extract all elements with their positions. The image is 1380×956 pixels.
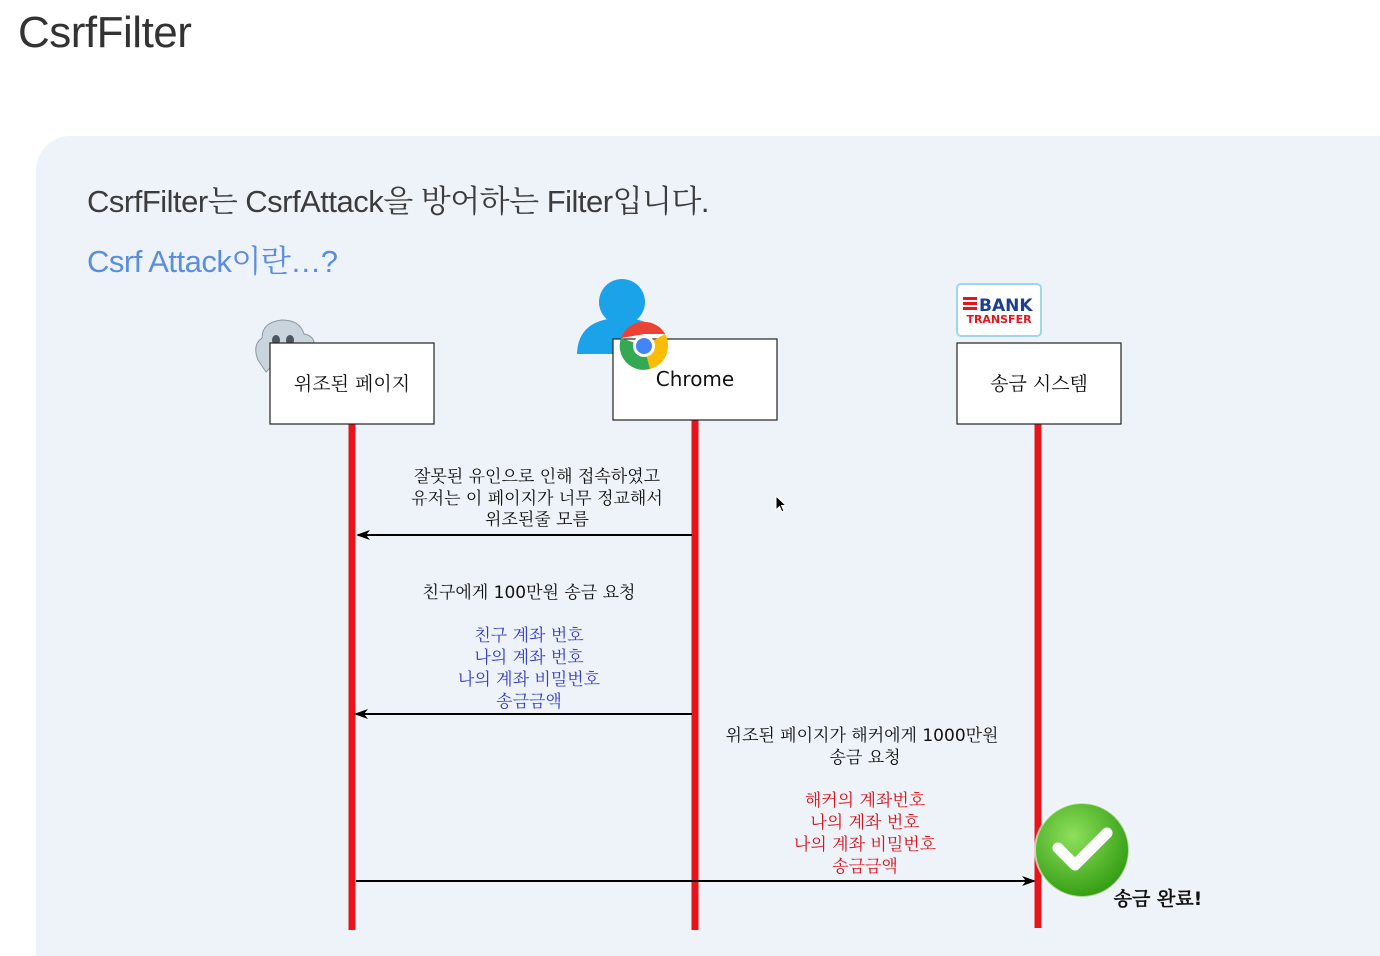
result-label: 송금 완료! (1113, 888, 1203, 910)
bank-logo-line1: BANK (979, 296, 1033, 316)
msg2-detail-4: 송금금액 (496, 692, 562, 712)
participant-fake-page-label: 위조된 페이지 (293, 373, 411, 395)
msg3-title-2: 송금 요청 (829, 748, 901, 768)
intro-text: CsrfFilter는 CsrfAttack을 방어하는 Filter입니다. (87, 184, 710, 219)
mouse-cursor-icon (775, 495, 789, 515)
participant-chrome-label: Chrome (655, 367, 735, 391)
bank-logo-line2: TRANSFER (966, 313, 1032, 326)
bank-transfer-logo (957, 284, 1041, 336)
msg2-title: 친구에게 100만원 송금 요청 (422, 583, 636, 603)
msg3-title-1: 위조된 페이지가 해커에게 1000만원 (725, 726, 999, 746)
chrome-icon-overlay (620, 322, 668, 370)
msg3-detail-4: 송금금액 (832, 857, 898, 877)
msg2-detail-2: 나의 계좌 번호 (474, 648, 584, 668)
participant-bank-label: 송금 시스템 (990, 373, 1088, 395)
msg2-detail-1: 친구 계좌 번호 (474, 626, 584, 646)
msg1-line3: 위조된줄 모름 (485, 510, 589, 530)
check-icon (1035, 803, 1129, 897)
msg3-detail-3: 나의 계좌 비밀번호 (793, 835, 937, 855)
question-heading: Csrf Attack이란…? (87, 244, 338, 279)
msg1-line1: 잘못된 유인으로 인해 접속하였고 (413, 467, 661, 487)
msg3-detail-2: 나의 계좌 번호 (810, 813, 920, 833)
msg3-detail-1: 해커의 계좌번호 (804, 791, 926, 811)
msg2-detail-3: 나의 계좌 비밀번호 (457, 670, 601, 690)
page-title: CsrfFilter (18, 8, 192, 57)
msg1-line2: 유저는 이 페이지가 너무 정교해서 (411, 489, 663, 509)
